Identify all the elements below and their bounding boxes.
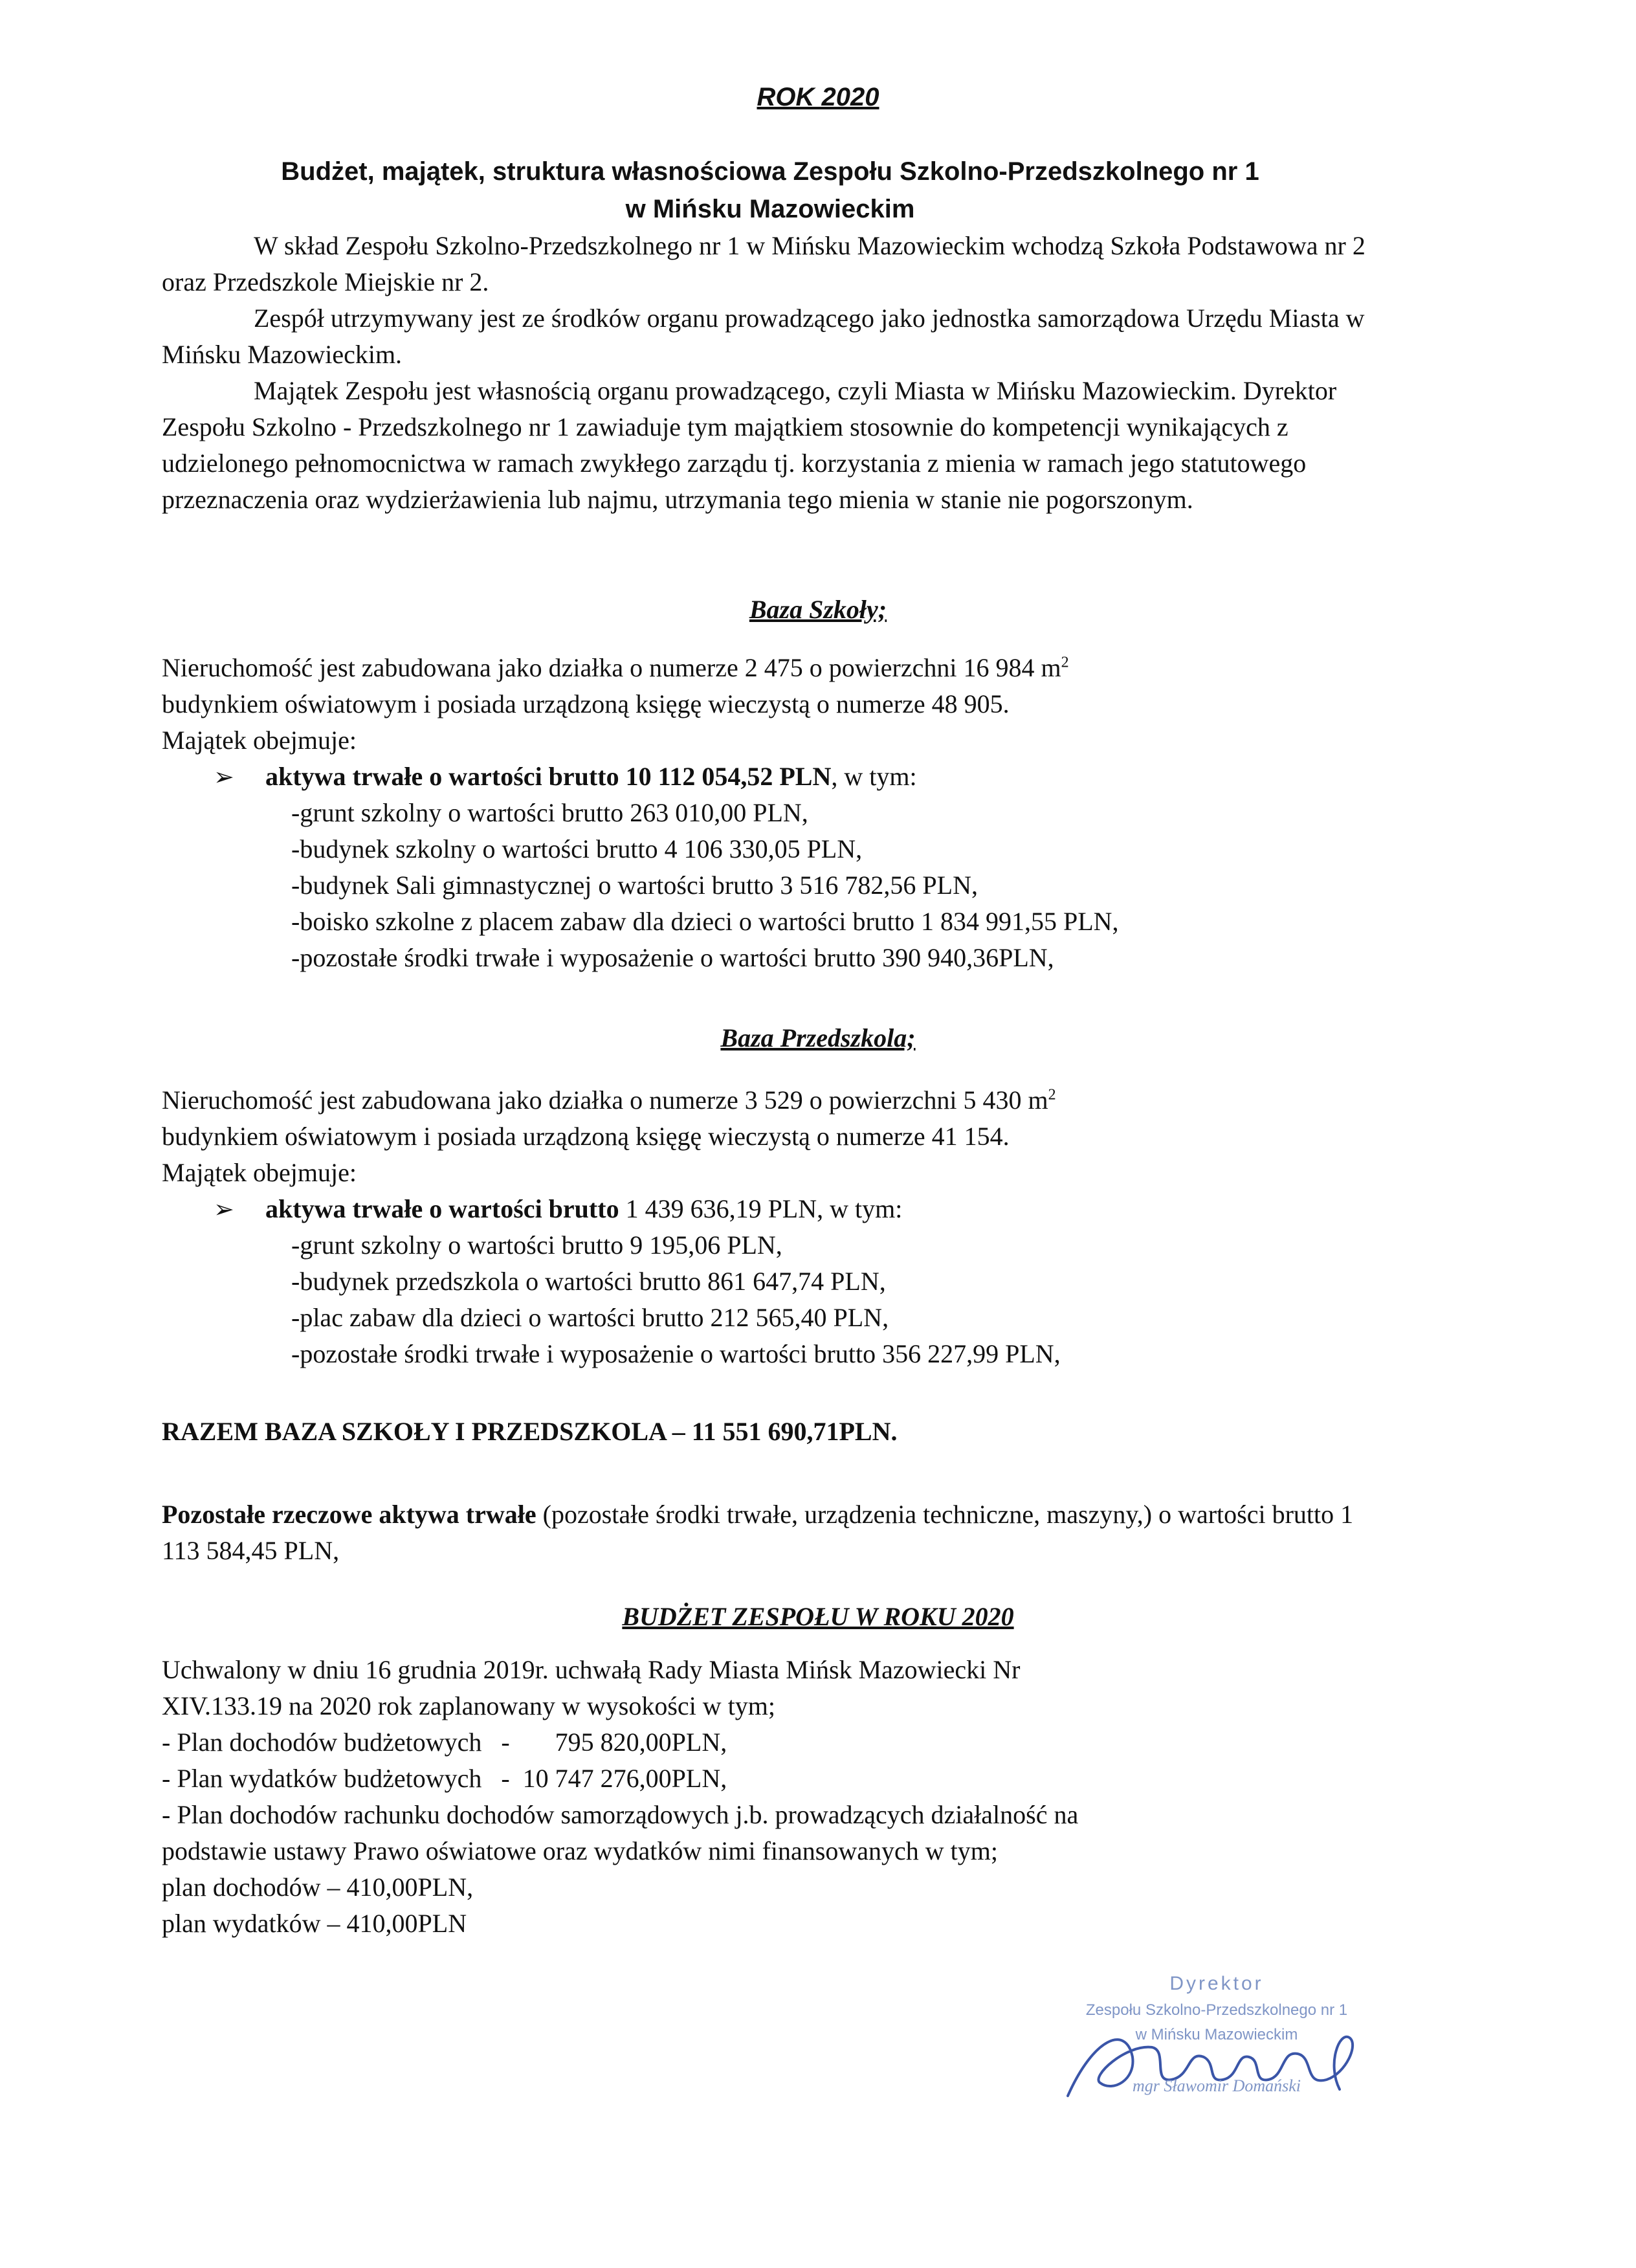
budget-line: Uchwalony w dniu 16 grudnia 2019r. uchwałą Rady Miasta Mińsk Mazowiecki Nr [162,1655,1021,1684]
preschool-assets-bullet [162,1191,1391,1227]
school-bullet-rest: , w tym: [831,762,917,791]
school-property-line-1 [162,650,1391,686]
school-assets-bullet [162,759,1391,795]
list-item: -budynek szkolny o wartości brutto 4 106 330,05 PLN, [291,834,863,863]
budget-line: XIV.133.19 na 2020 rok zaplanowany w wysokości w tym; [162,1691,776,1720]
intro-paragraph-2: Zespół utrzymywany jest ze środków organu prowadzącego jako jednostka samorządowa Urzędu Miasta w Mińsku Mazowieckim. [162,304,1365,369]
other-assets-rest: (pozostałe środki trwałe, urządzenia techniczne, maszyny,) o wartości brutto 1 113 584,45 PLN, [162,1500,1354,1565]
stamp-line-1: Dyrektor [1169,1973,1264,1994]
list-item: -grunt szkolny o wartości brutto 263 010,00 PLN, [291,798,808,827]
stamp-line-3: w Mińsku Mazowieckim [1135,2026,1298,2043]
budget-line: - Plan dochodów rachunku dochodów samorządowych j.b. prowadzących działalność na [162,1800,1079,1829]
preschool-property-line-2: budynkiem oświatowym i posiada urządzoną księgę wieczystą o numerze 41 154. [162,1122,1010,1151]
intro-paragraph-1: W skład Zespołu Szkolno-Przedszkolnego nr 1 w Mińsku Mazowieckim wchodzą Szkoła Podstawowa nr 2 oraz Przedszkole Miejskie nr 2. [162,231,1365,296]
list-item: -budynek Sali gimnastycznej o wartości brutto 3 516 782,56 PLN, [291,871,978,900]
preschool-bullet-rest: 1 439 636,19 PLN, w tym: [619,1194,903,1223]
year-title: ROK 2020 [757,83,879,111]
school-bullet-bold: aktywa trwałe o wartości brutto 10 112 054,52 PLN [265,762,832,791]
budget-section [162,1652,1391,1942]
heading-line-2: w Mińsku Mazowieckim [625,195,915,223]
stamp-line-4: mgr Sławomir Domański [1132,2076,1301,2095]
arrow-bullet-icon: ➢ [214,1195,234,1223]
school-property-text: Nieruchomość jest zabudowana jako działka o numerze 2 475 o powierzchni 16 984 m [162,653,1061,682]
list-item: -budynek przedszkola o wartości brutto 861 647,74 PLN, [291,1267,886,1296]
budget-line: plan dochodów – 410,00PLN, [162,1873,474,1902]
intro-section [162,228,1404,518]
heading-line-1: Budżet, majątek, struktura własnościowa Zespołu Szkolno-Przedszkolnego nr 1 [281,157,1259,186]
preschool-assets-intro: Majątek obejmuje: [162,1158,357,1187]
school-section-title: Baza Szkoły; [749,595,887,624]
preschool-area-unit-sup: 2 [1048,1086,1056,1104]
list-item: -boisko szkolne z placem zabaw dla dzieci o wartości brutto 1 834 991,55 PLN, [291,907,1119,936]
preschool-section-title: Baza Przedszkola; [720,1023,916,1052]
total-assets-line: RAZEM BAZA SZKOŁY I PRZEDSZKOLA – 11 551 690,71PLN. [162,1417,898,1446]
school-section [162,650,1391,976]
school-assets-intro: Majątek obejmuje: [162,726,357,755]
intro-paragraph-3: Majątek Zespołu jest własnością organu prowadzącego, czyli Miasta w Mińsku Mazowieckim. Dyrektor Zespołu Szkolno - Przedszkolnego nr 1 zawiaduje tym majątkiem stosownie do kompetencji wynikających z udzielonego pełnomocnictwa w ramach zwykłego zarządu tj. korzystania z mienia w ramach jego statutowego przeznaczenia oraz wydzierżawienia lub najmu, utrzymania tego mienia w stanie nie pogorszonym. [162,376,1337,514]
other-assets-text [162,1496,1391,1569]
preschool-property-line-1 [162,1082,1391,1118]
arrow-bullet-icon: ➢ [214,762,234,791]
budget-line: - Plan wydatków budżetowych - 10 747 276,00PLN, [162,1764,727,1793]
budget-line: plan wydatków – 410,00PLN [162,1909,467,1938]
preschool-section [162,1082,1391,1372]
document-heading [155,153,1385,228]
school-area-unit-sup: 2 [1061,654,1069,671]
preschool-bullet-bold: aktywa trwałe o wartości brutto [265,1194,619,1223]
preschool-assets-list [162,1227,1391,1372]
other-assets-bold: Pozostałe rzeczowe aktywa trwałe [162,1500,536,1529]
budget-line: - Plan dochodów budżetowych - 795 820,00PLN, [162,1728,727,1757]
school-assets-list [162,795,1391,976]
preschool-property-text: Nieruchomość jest zabudowana jako działka o numerze 3 529 o powierzchni 5 430 m [162,1085,1048,1115]
budget-line: podstawie ustawy Prawo oświatowe oraz wydatków nimi finansowanych w tym; [162,1836,998,1865]
director-stamp [1035,1973,1398,2148]
list-item: -pozostałe środki trwałe i wyposażenie o wartości brutto 356 227,99 PLN, [291,1339,1061,1368]
budget-section-title: BUDŻET ZESPOŁU W ROKU 2020 [622,1602,1014,1631]
list-item: -pozostałe środki trwałe i wyposażenie o wartości brutto 390 940,36PLN, [291,943,1054,972]
stamp-line-2: Zespołu Szkolno-Przedszkolnego nr 1 [1085,2001,1348,2019]
school-property-line-2: budynkiem oświatowym i posiada urządzoną księgę wieczystą o numerze 48 905. [162,689,1010,718]
other-assets-paragraph [162,1496,1391,1569]
list-item: -grunt szkolny o wartości brutto 9 195,06 PLN, [291,1230,782,1260]
list-item: -plac zabaw dla dzieci o wartości brutto 212 565,40 PLN, [291,1303,889,1332]
